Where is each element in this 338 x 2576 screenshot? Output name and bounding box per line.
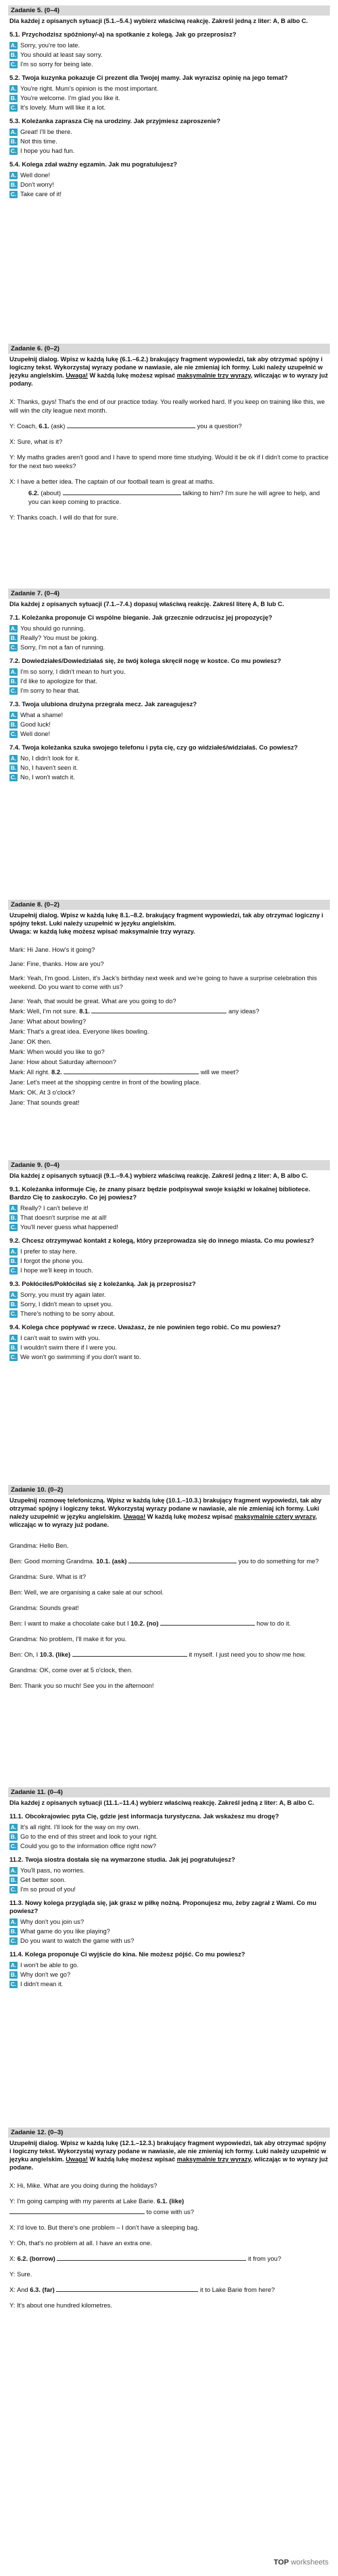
line-text: talking to him? I'm sure he will agree to help, and you can keep coming to practice. (28, 489, 320, 505)
watermark-top: TOP (273, 2558, 289, 2567)
question-prompt: 11.2. Twoja siostra dostała się na wymarzone studia. Jak jej pogratulujesz? (9, 1856, 235, 1863)
option-text: Good luck! (20, 720, 51, 728)
option-letter-a: A. (10, 1334, 17, 1341)
option-text: I wouldn't swim there if I were you. (20, 1343, 117, 1351)
question-prompt: 5.1. Przychodzisz spóźniony/-a) na spotkanie z kolegą. Jak go przeprosisz? (9, 30, 237, 38)
task-instruction (9, 355, 329, 388)
option-letter-c: C. (10, 147, 17, 154)
dialogue-line: Jane: How about Saturday afternoon? (9, 1058, 116, 1065)
task-8 (8, 900, 330, 1108)
option-text: Well done! (20, 730, 51, 737)
option-letter-b: B. (10, 720, 17, 728)
dialogue-line: Jane: That sounds great! (9, 1099, 80, 1106)
answer-blank-8-1[interactable] (91, 1007, 226, 1013)
answer-blank-12-3[interactable] (56, 2285, 198, 2292)
line-text: you a question? (195, 422, 242, 430)
answer-option-b[interactable] (9, 1214, 329, 1222)
dialogue-line (9, 1557, 329, 1565)
task-header: Zadanie 5. (0–4) (8, 5, 330, 16)
option-text: Sorry, you're too late. (20, 41, 80, 49)
option-text: Really? You must be joking. (20, 634, 99, 641)
gap-number: 10.1. (96, 1557, 111, 1565)
option-letter-a: A. (10, 128, 17, 135)
option-letter-a: A. (10, 624, 17, 632)
task-7 (8, 589, 330, 783)
line-text: Mark: Well, I'm not sure. (9, 1007, 80, 1015)
gap-hint: (about) (41, 489, 61, 497)
task-12 (8, 2128, 330, 2316)
answer-option-a[interactable] (9, 1291, 329, 1299)
option-text: I'm so proud of you! (20, 1885, 76, 1893)
dialogue-line (9, 1067, 329, 1076)
dialogue-line: Y: My maths grades aren't good and I have to spend more time studying. Would it be ok if I didn't come to practice for the next two weeks? (9, 453, 329, 469)
answer-option-b[interactable] (9, 720, 329, 729)
option-letter-b: B. (10, 1876, 17, 1883)
question-prompt: 9.2. Chcesz otrzymywać kontakt z kolegą, który przeprowadza się do innego miasta. Co mu powiesz? (9, 1237, 314, 1244)
dialogue-line: Mark: When would you like to go? (9, 1048, 105, 1055)
option-text: Great! I'll be there. (20, 128, 72, 135)
option-text: That doesn't surprise me at all! (20, 1214, 107, 1221)
task-instruction (9, 2139, 329, 2171)
task-9 (8, 1160, 330, 1362)
answer-option-b[interactable] (9, 764, 329, 772)
answer-option-b[interactable] (9, 1343, 329, 1352)
task-5 (8, 5, 330, 200)
watermark-text: worksheets (289, 2558, 329, 2567)
answer-option-a[interactable] (9, 171, 329, 179)
instruction-text: Uwaga: w każdą lukę możesz wpisać maksymalnie trzy wyrazy. (9, 928, 195, 935)
dialogue-line: Ben: Well, we are organising a cake sale at our school. (9, 1588, 164, 1596)
question-prompt: 7.3. Twoja ulubiona drużyna przegrała mecz. Jak zareagujesz? (9, 700, 197, 708)
answer-blank-12-1[interactable] (9, 2207, 145, 2214)
task-6 (8, 344, 330, 528)
option-letter-b: B. (10, 1300, 17, 1308)
option-text: I'm so sorry, I didn't mean to hurt you. (20, 668, 126, 675)
option-text: You'll pass, no worries. (20, 1866, 85, 1874)
option-text: I'm sorry to hear that. (20, 687, 80, 694)
dialogue-line: Jane: Yeah, that would be great. What are you going to do? (9, 997, 176, 1005)
gap-hint: (far) (42, 2286, 55, 2293)
line-text: it myself. I just need you to show me how. (187, 1651, 306, 1658)
answer-blank-6-1[interactable] (67, 421, 195, 428)
answer-blank-10-2[interactable] (160, 1619, 255, 1626)
answer-option-c[interactable] (9, 1885, 329, 1893)
option-text: Get better soon. (20, 1876, 66, 1883)
option-letter-a: A. (10, 1823, 17, 1831)
option-text: You're right. Mum's opinion is the most important. (20, 85, 159, 92)
option-text: Why don't we go? (20, 1971, 71, 1978)
answer-option-b[interactable] (9, 1971, 329, 1979)
answer-option-a[interactable] (9, 1334, 329, 1342)
option-text: Not this time. (20, 137, 57, 145)
option-letter-a: A. (10, 171, 17, 179)
dialogue-line: X: I'd love to. But there's one problem – I don't have a sleeping bag. (9, 2224, 199, 2231)
task-header: Zadanie 9. (0–4) (8, 1160, 330, 1170)
dialogue-line (9, 2207, 329, 2216)
option-text: I didn't mean it. (20, 1980, 64, 1987)
dialogue-line: Y: Thanks coach. I will do that for sure. (9, 513, 118, 521)
option-letter-b: B. (10, 764, 17, 771)
line-text: X: And (9, 2286, 30, 2293)
site-watermark (274, 2558, 329, 2567)
option-letter-b: B. (10, 1214, 17, 1221)
answer-option-c[interactable] (9, 60, 329, 68)
line-text: Ben: Good morning Grandma. (9, 1557, 97, 1565)
line-text: it from you? (246, 2255, 281, 2262)
answer-option-b[interactable] (9, 137, 329, 145)
option-text: I'm so sorry for being late. (20, 60, 93, 68)
option-text: I'd like to apologize for that. (20, 677, 97, 685)
option-text: Really? I can't believe it! (20, 1204, 89, 1212)
word-limit: maksymalnie trzy wyrazy (176, 2156, 251, 2163)
dialogue-line: Jane: What about bowling? (9, 1017, 87, 1025)
dialogue-line: Grandma: No problem, I'll make it for you. (9, 1635, 127, 1642)
dialogue-line: X: I have a better idea. The captain of our football team is great at maths. (9, 478, 215, 485)
answer-option-a[interactable] (9, 711, 329, 719)
gap-number: 6.1. (39, 422, 49, 430)
answer-option-b[interactable] (9, 1257, 329, 1265)
answer-option-c[interactable] (9, 773, 329, 781)
dialogue-line: Mark: OK. At 3 o'clock? (9, 1088, 76, 1096)
option-text: It's lovely. Mum will like it a lot. (20, 104, 106, 111)
option-letter-c: C. (10, 60, 17, 68)
line-text: to come with us? (145, 2208, 194, 2215)
option-letter-c: C. (10, 1885, 17, 1893)
option-letter-a: A. (10, 1204, 17, 1212)
option-letter-a: A. (10, 711, 17, 718)
dialogue-line (9, 2196, 329, 2205)
answer-option-a[interactable] (9, 668, 329, 676)
line-text: any ideas? (226, 1007, 260, 1015)
answer-option-c[interactable] (9, 1842, 329, 1850)
answer-option-b[interactable] (9, 181, 329, 189)
option-letter-b: B. (10, 634, 17, 641)
option-letter-c: C. (10, 1937, 17, 1944)
word-limit: maksymalnie trzy wyrazy (176, 372, 251, 379)
option-letter-b: B. (10, 94, 17, 101)
gap-number: 8.2. (51, 1068, 62, 1076)
line-text: it to Lake Barie from here? (198, 2286, 275, 2293)
option-text: Do you want to watch the game with us? (20, 1937, 135, 1944)
uwaga-label: Uwaga! (66, 372, 88, 379)
answer-option-c[interactable] (9, 643, 329, 651)
dialogue-line: Mark: Yeah, I'm good. Listen, it's Jack's birthday next week and we're going to have a surprise celebration this weekend. Do you want to come with us? (9, 974, 317, 990)
gap-hint: (ask) (112, 1557, 127, 1565)
gap-number: 10.2. (130, 1619, 145, 1627)
dialogue-line: Grandma: Sounds great! (9, 1604, 79, 1611)
gap-number: 10.3. (39, 1651, 54, 1658)
gap-number: 6.2. (28, 489, 39, 497)
answer-option-a[interactable] (9, 128, 329, 136)
line-text: you to do something for me? (237, 1557, 319, 1565)
line-text: Ben: I want to make a chocolate cake but I (9, 1619, 131, 1627)
answer-option-c[interactable] (9, 730, 329, 738)
answer-blank-10-1[interactable] (128, 1557, 237, 1563)
option-text: Could you go to the information office right now? (20, 1842, 156, 1849)
option-letter-c: C. (10, 190, 17, 198)
answer-option-a[interactable] (9, 1204, 329, 1212)
option-letter-c: C. (10, 687, 17, 694)
dialogue-line: Y: Sure. (9, 2270, 32, 2278)
answer-blank-8-2[interactable] (64, 1067, 199, 1074)
option-text: You're welcome. I'm glad you like it. (20, 94, 120, 101)
option-text: I won't be able to go. (20, 1961, 79, 1969)
answer-option-b[interactable] (9, 634, 329, 642)
option-letter-a: A. (10, 754, 17, 762)
instruction-text: Uzupełnij dialog. Wpisz w każdą lukę 8.1.–8.2. brakujący fragment wypowiedzi, tak aby otrzymać logiczny i spójny tekst. Luki należy uzupełnić w języku angielskim. (9, 912, 324, 927)
instruction-text: Uzupełnij dialog. Wpisz w każdą lukę (6.1.–6.2.) brakujący fragment wypowiedzi, tak aby otrzymać spójny i logiczny tekst. Wykorzystaj wyrazy podane w nawiasie, ale nie zmieniaj ich formy. Luki należy uzupełnić w języku angielskim. (9, 356, 323, 379)
gap-number: 6.3. (30, 2286, 41, 2293)
instruction-text: Uzupełnij rozmowę telefoniczną. Wpisz w każdą lukę (10.1.–10.3.) brakujący fragment wypowiedzi, tak aby otrzymać spójny i logiczny tekst. Wykorzystaj wyrazy podane w nawiasie, ale nie zmieniaj ich formy. Luki należy uzupełnić w języku angielskim. (9, 1497, 322, 1520)
question-prompt: 9.3. Pokłóciłeś/Pokłóciłaś się z koleżanką. Jak ją przeprosisz? (9, 1280, 196, 1287)
question-prompt: 7.2. Dowiedziałeś/Dowiedziałaś się, że twój kolega skręcił nogę w kostce. Co mu powiesz? (9, 657, 281, 664)
dialogue-line: Jane: Let's meet at the shopping centre in front of the bowling place. (9, 1078, 201, 1086)
instruction-text: Uzupełnij dialog. Wpisz w każdą lukę (12.1.–12.3.) brakujący fragment wypowiedzi, tak aby otrzymać spójny i logiczny tekst. Wykorzystaj wyrazy podane w nawiasie, ale nie zmieniaj ich formy. Luki należy uzupełnić w języku angielskim. (9, 2140, 327, 2163)
instruction-text: W każdą lukę możesz wpisać (145, 1513, 235, 1520)
option-text: There's nothing to be sorry about. (20, 1310, 115, 1317)
option-letter-a: A. (10, 1866, 17, 1874)
dialogue-line (9, 1650, 329, 1659)
line-text: how to do it. (255, 1619, 291, 1627)
dialogue-line (9, 2254, 329, 2263)
option-letter-b: B. (10, 137, 17, 145)
answer-option-c[interactable] (9, 1310, 329, 1318)
option-letter-a: A. (10, 1918, 17, 1925)
dialogue-line: Mark: That's a great idea. Everyone likes bowling. (9, 1028, 149, 1035)
option-text: Sorry, I didn't mean to upset you. (20, 1300, 113, 1308)
option-letter-b: B. (10, 51, 17, 58)
option-text: Take care of it! (20, 190, 62, 198)
line-text: X: (9, 2255, 18, 2262)
option-letter-a: A. (10, 1247, 17, 1255)
option-letter-c: C. (10, 1842, 17, 1849)
gap-number: 6.1. (157, 2197, 168, 2205)
option-letter-c: C. (10, 643, 17, 651)
task-10 (8, 1485, 330, 1697)
question-prompt: 9.4. Kolega chce popływać w rzece. Uważasz, że nie powinien tego robić. Co mu powiesz? (9, 1323, 281, 1331)
option-text: Why don't you join us? (20, 1918, 84, 1925)
dialogue-line (9, 2285, 329, 2294)
answer-option-c[interactable] (9, 1223, 329, 1231)
option-letter-c: C. (10, 773, 17, 781)
answer-option-b[interactable] (9, 1833, 329, 1841)
question-prompt: 11.4. Kolega proponuje Ci wyjście do kina. Nie możesz pójść. Co mu powiesz? (9, 1950, 245, 1958)
answer-option-b[interactable] (9, 1927, 329, 1935)
question-prompt: 5.4. Kolega zdał ważny egzamin. Jak mu pogratulujesz? (9, 160, 177, 168)
task-header: Zadanie 7. (0–4) (8, 589, 330, 599)
line-text: Y: I'm going camping with my parents at Lake Barie. (9, 2197, 158, 2205)
answer-option-c[interactable] (9, 190, 329, 198)
option-text: I hope we'll keep in touch. (20, 1266, 93, 1274)
dialogue-line (9, 1619, 329, 1628)
question-prompt: 5.3. Koleżanka zaprasza Cię na urodziny. Jak przyjmiesz zaproszenie? (9, 117, 220, 124)
answer-option-c[interactable] (9, 147, 329, 155)
dialogue-line: Y: Oh, that's no problem at all. I have an extra one. (9, 2239, 152, 2247)
uwaga-label: Uwaga! (123, 1513, 146, 1520)
option-text: Go to the end of this street and look to your right. (20, 1833, 158, 1840)
option-letter-a: A. (10, 668, 17, 675)
dialogue-line: Grandma: OK, come over at 5 o'clock, then. (9, 1666, 133, 1674)
option-text: You should at least say sorry. (20, 51, 103, 58)
dialogue-line: X: Hi, Mike. What are you doing during the holidays? (9, 2182, 158, 2189)
option-letter-b: B. (10, 181, 17, 188)
question-prompt: 7.4. Twoja koleżanka szuka swojego telefonu i pyta cię, czy go widziałeś/widziałaś. Co powiesz? (9, 743, 298, 751)
gap-hint: (borrow) (29, 2255, 55, 2262)
option-text: No, I haven't seen it. (20, 764, 78, 771)
option-text: You should go running. (20, 624, 85, 632)
gap-hint: (no) (146, 1619, 159, 1627)
dialogue-line: X: Sure, what is it? (9, 438, 63, 445)
instruction-text: , wliczając w to wyrazy już podany. (9, 372, 329, 387)
option-letter-a: A. (10, 85, 17, 92)
answer-blank-10-3[interactable] (72, 1650, 187, 1657)
answer-option-a[interactable] (9, 1866, 329, 1874)
line-text: Y: Coach, (9, 422, 39, 430)
instruction-text: W każdą lukę możesz wpisać (87, 2156, 177, 2163)
gap-hint: (ask) (51, 422, 66, 430)
answer-option-c[interactable] (9, 1980, 329, 1988)
option-text: What a shame! (20, 711, 64, 718)
answer-option-a[interactable] (9, 1823, 329, 1831)
task-header: Zadanie 12. (0–3) (8, 2128, 330, 2138)
question-prompt: 11.3. Nowy kolega przygląda się, jak grasz w piłkę nożną. Proponujesz mu, żeby zagrał z Wami. Co mu powiesz? (9, 1899, 316, 1914)
answer-option-b[interactable] (9, 677, 329, 685)
option-text: I forgot the phone you. (20, 1257, 84, 1264)
option-letter-b: B. (10, 1343, 17, 1351)
dialogue-line: Ben: Thank you so much! See you in the afternoon! (9, 1682, 154, 1689)
answer-option-c[interactable] (9, 1353, 329, 1361)
task-instruction (9, 911, 329, 936)
option-letter-b: B. (10, 1971, 17, 1978)
task-header: Zadanie 11. (0–4) (8, 1787, 330, 1797)
answer-option-c[interactable] (9, 1266, 329, 1274)
gap-number: 6.2. (17, 2255, 28, 2262)
option-text: Well done! (20, 171, 51, 179)
option-letter-c: C. (10, 730, 17, 737)
option-text: You'll never guess what happened! (20, 1223, 118, 1230)
dialogue-line (9, 421, 329, 430)
option-letter-c: C. (10, 1310, 17, 1317)
instruction-text: , wliczając w to wyrazy już podane. (9, 2156, 329, 2171)
task-instruction: Dla każdej z opisanych sytuacji (11.1.–11.4.) wybierz właściwą reakcję. Zakreśl jedną z liter: A, B albo C. (9, 1799, 314, 1806)
dialogue-line: X: Thanks, guys! That's the end of our practice today. You really worked hard. If you keep on training like this, we will win the city league next month. (9, 398, 325, 414)
task-instruction: Dla każdej z opisanych sytuacji (9.1.–9.4.) wybierz właściwą reakcję. Zakreśl jedną z liter: A, B albo C. (9, 1172, 308, 1179)
uwaga-label: Uwaga! (66, 2156, 88, 2163)
answer-option-b[interactable] (9, 94, 329, 102)
task-header: Zadanie 10. (0–2) (8, 1485, 330, 1495)
option-text: We won't go swimming if you don't want to. (20, 1353, 141, 1360)
option-text: It's all right. I'll look for the way on my own. (20, 1823, 141, 1831)
answer-blank-6-2[interactable] (63, 488, 181, 495)
answer-option-c[interactable] (9, 1937, 329, 1945)
option-text: No, I didn't look for it. (20, 754, 80, 762)
answer-option-a[interactable] (9, 754, 329, 762)
dialogue-line: Grandma: Sure. What is it? (9, 1573, 87, 1580)
dialogue-line: Jane: Fine, thanks. How are you? (9, 960, 104, 967)
dialogue-line: Mark: Hi Jane. How's it going? (9, 946, 95, 953)
option-letter-c: C. (10, 1353, 17, 1360)
answer-option-a[interactable] (9, 1961, 329, 1969)
answer-option-a[interactable] (9, 624, 329, 632)
answer-option-c[interactable] (9, 687, 329, 695)
gap-number: 8.1. (79, 1007, 90, 1015)
option-letter-c: C. (10, 104, 17, 111)
option-text: Sorry, you must try again later. (20, 1291, 106, 1298)
question-prompt: 9.1. Koleżanka informuje Cię, że znany pisarz będzie podpisywał swoje książki w lokalnej bibliotece. Bardzo Cię to zaskoczyło. Co jej powiesz? (9, 1185, 310, 1201)
option-letter-b: B. (10, 1833, 17, 1840)
instruction-text: , wliczając w to wyrazy już podane. (9, 1513, 317, 1528)
dialogue-line: Y: It's about one hundred kilometres. (9, 2301, 112, 2309)
word-limit: maksymalnie cztery wyrazy (234, 1513, 316, 1520)
task-11 (8, 1787, 330, 1990)
option-letter-c: C. (10, 1223, 17, 1230)
option-letter-c: C. (10, 1266, 17, 1274)
question-prompt: 7.1. Koleżanka proponuje Ci wspólne bieganie. Jak grzecznie odrzucisz jej propozycję? (9, 614, 272, 621)
line-text: will we meet? (199, 1068, 239, 1076)
option-text: No, I won't watch it. (20, 773, 75, 781)
answer-option-b[interactable] (9, 51, 329, 59)
option-letter-a: A. (10, 41, 17, 49)
option-letter-a: A. (10, 1291, 17, 1298)
option-text: What game do you like playing? (20, 1927, 110, 1935)
answer-option-c[interactable] (9, 104, 329, 112)
option-text: I can't wait to swim with you. (20, 1334, 100, 1341)
question-prompt: 11.1. Obcokrajowiec pyta Cię, gdzie jest informacja turystyczna. Jak wskażesz mu drogę? (9, 1812, 279, 1820)
question-prompt: 5.2. Twoja kuzynka pokazuje Ci prezent dla Twojej mamy. Jak wyrazisz opinię na jego temat? (9, 74, 288, 81)
task-header: Zadanie 8. (0–2) (8, 900, 330, 910)
gap-hint: (like) (55, 1651, 71, 1658)
option-text: I prefer to stay here. (20, 1247, 77, 1255)
task-header: Zadanie 6. (0–2) (8, 344, 330, 354)
option-letter-b: B. (10, 1927, 17, 1935)
answer-option-a[interactable] (9, 85, 329, 93)
answer-option-a[interactable] (9, 1918, 329, 1926)
answer-option-b[interactable] (9, 1300, 329, 1308)
answer-blank-12-2[interactable] (57, 2254, 246, 2261)
answer-option-a[interactable] (9, 1247, 329, 1256)
option-letter-c: C. (10, 1980, 17, 1987)
question-list (8, 30, 330, 198)
option-letter-b: B. (10, 677, 17, 685)
instruction-text: W każdą lukę możesz wpisać (87, 372, 177, 379)
dialogue-line: Jane: OK then. (9, 1038, 52, 1045)
task-instruction (9, 1496, 329, 1529)
task-instruction: Dla każdej z opisanych sytuacji (5.1.–5.4.) wybierz właściwą reakcję. Zakreśl jedną z liter: A, B albo C. (9, 18, 308, 24)
answer-option-b[interactable] (9, 1876, 329, 1884)
option-text: Don't worry! (20, 181, 54, 188)
dialogue-line: Grandma: Hello Ben. (9, 1542, 69, 1549)
task-instruction: Dla każdej z opisanych sytuacji (7.1.–7.4.) dopasuj właściwą reakcję. Zakreśl literę A, B lub C. (9, 601, 285, 607)
option-text: I hope you had fun. (20, 147, 75, 154)
answer-option-a[interactable] (9, 41, 329, 49)
line-text: Mark: All right. (9, 1068, 51, 1076)
dialogue-line (9, 488, 329, 506)
gap-hint: (like) (169, 2197, 185, 2205)
line-text: Ben: Oh, I (9, 1651, 40, 1658)
option-letter-a: A. (10, 1961, 17, 1969)
option-letter-b: B. (10, 1257, 17, 1264)
option-text: Sorry, I'm not a fan of running. (20, 643, 105, 651)
dialogue-line (9, 1007, 329, 1015)
